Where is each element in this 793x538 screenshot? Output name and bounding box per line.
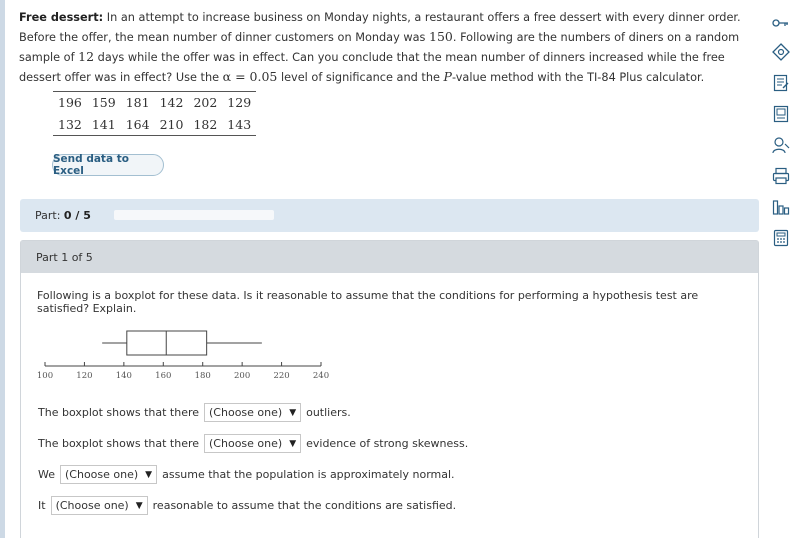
alpha-expression: α = 0.05 (222, 69, 278, 84)
ask-instructor-icon[interactable] (770, 134, 792, 156)
select-value: (Choose one) (209, 437, 283, 450)
problem-text-7: level of significance and the (280, 71, 440, 84)
sample-size: 12 (78, 49, 95, 64)
part-label (35, 209, 91, 222)
normality-select[interactable] (60, 465, 157, 484)
table-cell: 143 (222, 114, 256, 136)
axis-tick-label: 180 (194, 371, 211, 381)
axis-tick-label: 120 (76, 371, 93, 381)
part-progress-bar (20, 199, 759, 232)
statement-suffix: reasonable to assume that the conditions are satisfied. (152, 499, 457, 512)
table-cell: 159 (87, 92, 121, 114)
hint-icon[interactable] (770, 41, 792, 63)
question-text: Following is a boxplot for these data. Is it reasonable to assume that the conditions for performing a hypothesis test are satisfied? Explain. (37, 289, 699, 315)
table-cell: 196 (53, 92, 87, 114)
statement-prefix: We (38, 468, 55, 481)
statement-prefix: The boxplot shows that there (38, 406, 200, 419)
data-table (53, 91, 256, 136)
textbook-icon[interactable] (770, 103, 792, 125)
mean-value: 150 (429, 29, 453, 44)
print-icon[interactable] (770, 165, 792, 187)
statement-suffix: evidence of strong skewness. (306, 437, 469, 450)
axis-tick-label: 200 (234, 371, 251, 381)
axis-tick-label: 160 (155, 371, 172, 381)
statement-conditions (38, 496, 456, 515)
axis-tick-label: 100 (36, 371, 54, 381)
statistics-icon[interactable] (770, 196, 792, 218)
problem-text-8: -value method with the TI-84 Plus calculator. (451, 71, 705, 84)
p-letter: P (443, 69, 452, 84)
send-data-to-excel-button[interactable]: Send data to Excel (52, 154, 164, 176)
dropdown-arrow-icon: ▼ (135, 500, 143, 511)
left-edge-bar (0, 0, 5, 538)
table-cell: 129 (222, 92, 256, 114)
table-cell: 164 (121, 114, 155, 136)
notes-icon[interactable] (770, 72, 792, 94)
progress-track (114, 210, 274, 220)
conditions-select[interactable] (51, 496, 148, 515)
select-value: (Choose one) (55, 499, 129, 512)
statement-prefix: It (38, 499, 46, 512)
axis-tick-label: 140 (115, 371, 132, 381)
calculator-icon[interactable] (770, 227, 792, 249)
select-value: (Choose one) (209, 406, 283, 419)
boxplot (35, 323, 335, 381)
dropdown-arrow-icon: ▼ (145, 469, 153, 480)
part-label-text: Part: (35, 209, 61, 222)
dropdown-arrow-icon: ▼ (289, 407, 297, 418)
statement-skewness (38, 434, 468, 453)
table-row (53, 92, 256, 114)
skewness-select[interactable] (204, 434, 301, 453)
axis-tick-label: 240 (312, 371, 330, 381)
table-cell: 210 (155, 114, 189, 136)
problem-text-3: . Following are the numbers of diners on a random (452, 31, 740, 44)
part-panel (20, 240, 759, 538)
outliers-select[interactable] (204, 403, 301, 422)
problem-statement: Free dessert: In an attempt to increase business on Monday nights, a restaurant offers a free dessert with every dinner order. Before the offer, the mean number of dinner customers on Monday was 150. Following are the numbers of diners on a random sample of 12 days while the offer was in effect. Can you conclude that the mean number of dinners increased while the free dessert offer was in effect? Use the α = 0.05 level of significance and the P-value method with the TI-84 Plus calculator. (19, 11, 741, 84)
problem-text-2: Before the offer, the mean number of dinner customers on Monday was (19, 31, 426, 44)
problem-text-4: sample of (19, 51, 75, 64)
key-icon[interactable] (770, 12, 792, 34)
dropdown-arrow-icon: ▼ (289, 438, 297, 449)
table-cell: 182 (188, 114, 222, 136)
table-row (53, 114, 256, 136)
problem-title: Free dessert (19, 11, 99, 24)
part-progress-value: 0 / 5 (63, 209, 91, 222)
statement-outliers (38, 403, 351, 422)
statement-suffix: assume that the population is approximately normal. (162, 468, 455, 481)
problem-text-6: dessert offer was in effect? Use the (19, 71, 220, 84)
table-cell: 141 (87, 114, 121, 136)
table-cell: 202 (188, 92, 222, 114)
axis-tick-label: 220 (273, 371, 290, 381)
part-header: Part 1 of 5 (21, 241, 758, 273)
table-cell: 181 (121, 92, 155, 114)
select-value: (Choose one) (65, 468, 139, 481)
problem-text-1: In an attempt to increase business on Monday nights, a restaurant offers a free dessert with every dinner order. (106, 11, 741, 24)
table-cell: 142 (155, 92, 189, 114)
statement-prefix: The boxplot shows that there (38, 437, 200, 450)
statement-normality (38, 465, 455, 484)
table-cell: 132 (53, 114, 87, 136)
problem-text-5: days while the offer was in effect. Can you conclude that the mean number of dinners increased while the free (97, 51, 725, 64)
statement-suffix: outliers. (306, 406, 351, 419)
